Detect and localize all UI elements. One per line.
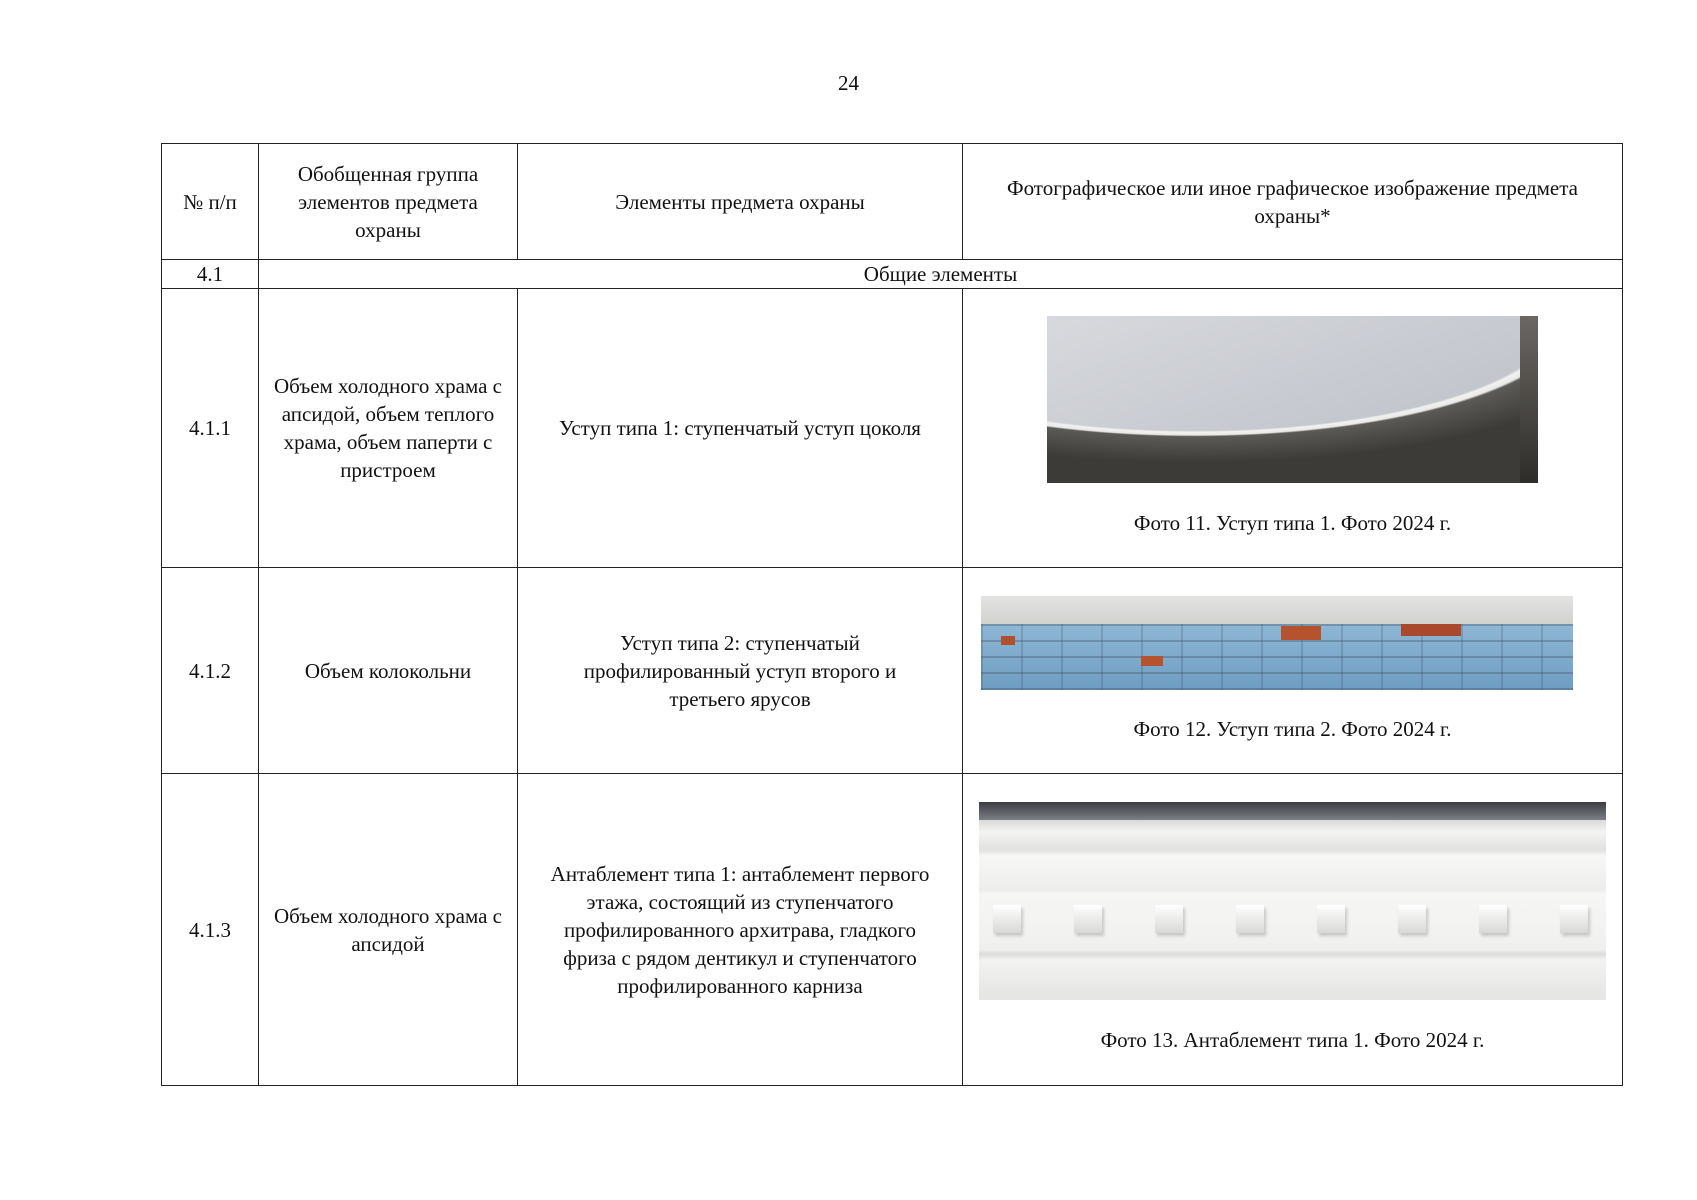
row-num: 4.1.3 <box>162 774 259 1086</box>
photo-caption: Фото 12. Уступ типа 2. Фото 2024 г. <box>1133 717 1452 741</box>
protection-table <box>161 143 1623 1086</box>
row-group: Объем колокольни <box>259 568 518 774</box>
photo-cell <box>963 289 1623 568</box>
table-row <box>162 289 1623 568</box>
header-photo: Фотографическое или иное графическое изображение предмета охраны* <box>963 144 1623 260</box>
table-header-row <box>162 144 1623 260</box>
header-group: Обобщенная группа элементов предмета охраны <box>259 144 518 260</box>
row-num: 4.1.2 <box>162 568 259 774</box>
section-num: 4.1 <box>162 260 259 289</box>
row-group: Объем холодного храма с апсидой, объем теплого храма, объем паперти с пристроем <box>259 289 518 568</box>
section-title: Общие элементы <box>259 260 1623 289</box>
table-row <box>162 568 1623 774</box>
photo-entablature <box>979 802 1606 1000</box>
page-number: 24 <box>838 71 859 95</box>
photo-caption: Фото 11. Уступ типа 1. Фото 2024 г. <box>1133 511 1452 535</box>
section-row <box>162 260 1623 289</box>
row-element: Уступ типа 1: ступенчатый уступ цоколя <box>518 289 963 568</box>
row-num: 4.1.1 <box>162 289 259 568</box>
table-row <box>162 774 1623 1086</box>
header-num: № п/п <box>162 144 259 260</box>
row-element: Уступ типа 2: ступенчатый профилированный уступ второго и третьего ярусов <box>518 568 963 774</box>
row-element: Антаблемент типа 1: антаблемент первого этажа, состоящий из ступенчатого профилированного архитрава, гладкого фриза с рядом дентикул и ступенчатого профилированного карниза <box>518 774 963 1086</box>
photo-cell <box>963 568 1623 774</box>
photo-cell <box>963 774 1623 1086</box>
photo-caption: Фото 13. Антаблемент типа 1. Фото 2024 г. <box>1100 1028 1485 1052</box>
photo-plinth-ledge <box>1047 316 1538 483</box>
photo-tier-ledge <box>981 596 1607 690</box>
header-elements: Элементы предмета охраны <box>518 144 963 260</box>
row-group: Объем холодного храма с апсидой <box>259 774 518 1086</box>
